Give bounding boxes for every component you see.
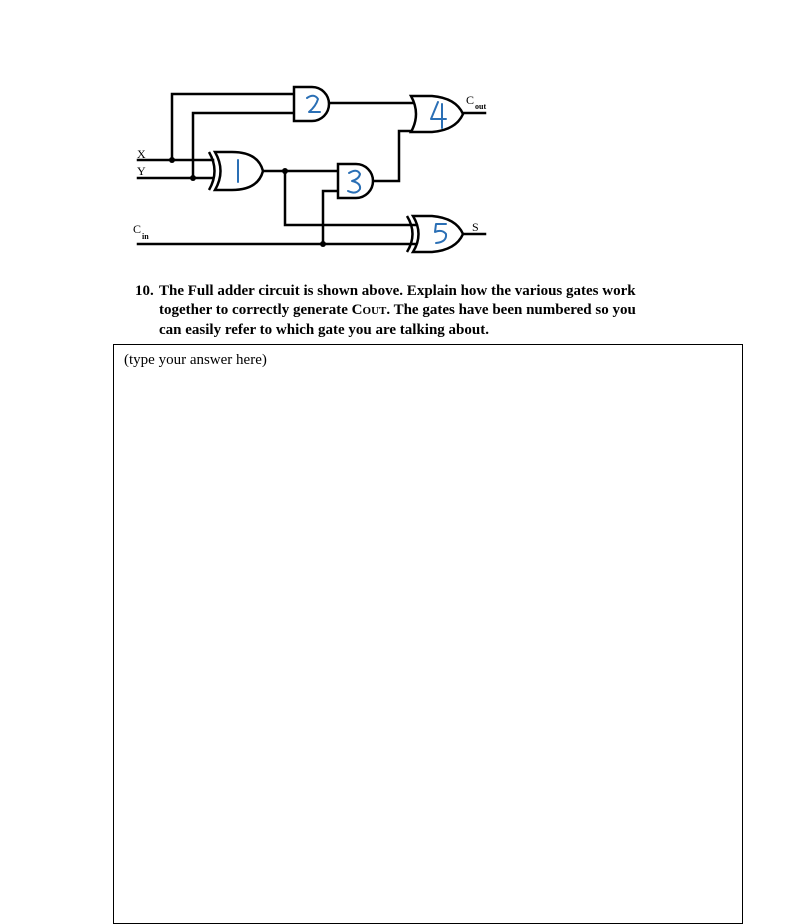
output-label-cout: C bbox=[466, 93, 475, 107]
gate-4-or bbox=[411, 96, 463, 132]
input-label-cin: C bbox=[133, 222, 142, 236]
gate-1-xor bbox=[209, 152, 263, 190]
answer-text-box[interactable] bbox=[113, 344, 743, 924]
input-label-y: Y bbox=[137, 164, 146, 178]
question-number: 10. bbox=[135, 283, 154, 299]
gate-5-xor bbox=[407, 216, 463, 252]
question-10 bbox=[135, 282, 695, 340]
full-adder-circuit-diagram bbox=[0, 0, 798, 280]
question-line-2b: . The gates have been numbered so you bbox=[386, 302, 636, 318]
question-line-3: can easily refer to which gate you are talking about. bbox=[159, 322, 489, 338]
gate-3-and bbox=[338, 164, 373, 198]
input-label-cin-sub: in bbox=[142, 232, 149, 241]
input-label-x: X bbox=[137, 147, 146, 161]
question-line-1: The Full adder circuit is shown above. Explain how the various gates work bbox=[159, 283, 636, 299]
junction-dot bbox=[320, 241, 326, 247]
question-line-2 bbox=[159, 301, 695, 321]
question-line-2-sub: OUT bbox=[362, 305, 387, 317]
question-text bbox=[159, 282, 695, 340]
junction-dot bbox=[169, 157, 175, 163]
output-label-s: S bbox=[472, 220, 479, 234]
gate-2-and bbox=[294, 87, 329, 121]
question-line-2a: together to correctly generate C bbox=[159, 302, 363, 318]
junction-dot bbox=[282, 168, 288, 174]
junction-dot bbox=[190, 175, 196, 181]
output-label-cout-sub: out bbox=[475, 102, 487, 111]
answer-placeholder: (type your answer here) bbox=[124, 352, 267, 368]
